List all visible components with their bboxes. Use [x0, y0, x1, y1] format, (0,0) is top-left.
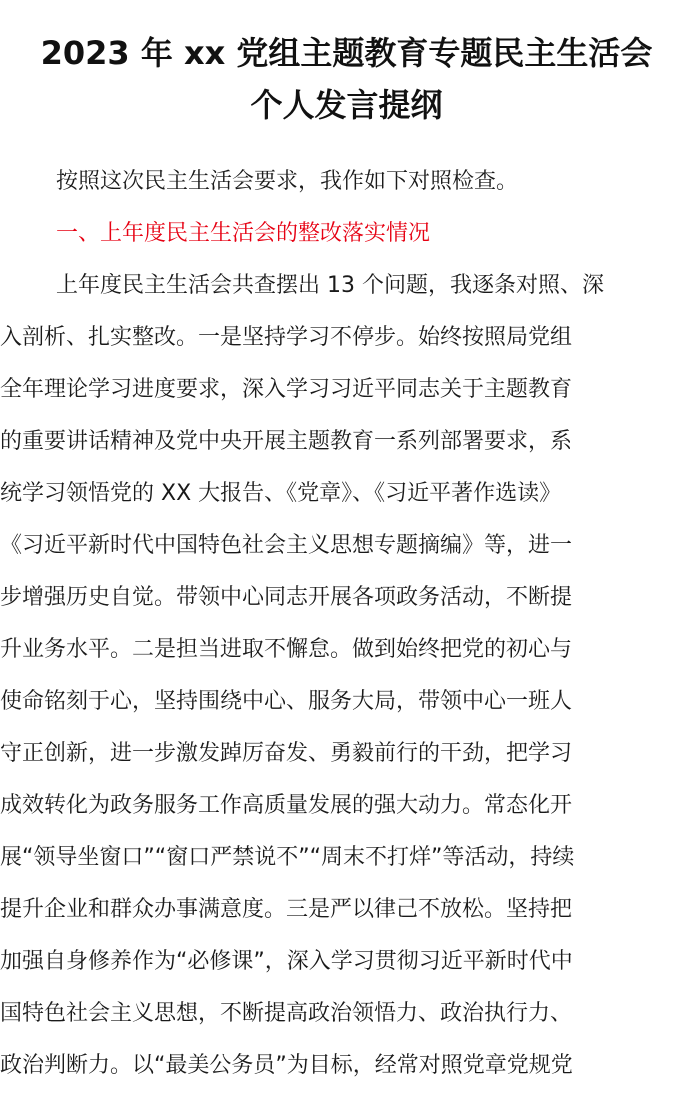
section-heading: 一、上年度民主生活会的整改落实情况 — [56, 221, 431, 246]
body-line: 入剖析、扎实整改。一是坚持学习不停步。始终按照局党组 — [0, 325, 573, 350]
body-line: 《习近平新时代中国特色社会主义思想专题摘编》等，进一 — [0, 533, 573, 558]
body-line: 的重要讲话精神及党中央开展主题教育一系列部署要求，系 — [0, 429, 573, 454]
body-line: 国特色社会主义思想，不断提高政治领悟力、政治执行力、 — [0, 1001, 573, 1026]
body-line: 全年理论学习进度要求，深入学习习近平同志关于主题教育 — [0, 377, 573, 402]
intro-paragraph: 按照这次民主生活会要求，我作如下对照检查。 — [56, 169, 519, 194]
body-line: 上年度民主生活会共查摆出 13 个问题，我逐条对照、深 — [56, 273, 604, 298]
body-line: 政治判断力。以“最美公务员”为目标，经常对照党章党规党 — [0, 1053, 573, 1078]
document-title-line-2: 个人发言提纲 — [250, 86, 443, 124]
body-line: 统学习领悟党的 XX 大报告、《党章》、《习近平著作选读》 — [0, 481, 562, 506]
body-line: 提升企业和群众办事满意度。三是严以律己不放松。坚持把 — [0, 897, 573, 922]
body-line: 成效转化为政务服务工作高质量发展的强大动力。常态化开 — [0, 793, 573, 818]
body-line: 加强自身修养作为“必修课”，深入学习贯彻习近平新时代中 — [0, 949, 573, 974]
body-line: 步增强历史自觉。带领中心同志开展各项政务活动，不断提 — [0, 585, 573, 610]
body-line: 升业务水平。二是担当进取不懈怠。做到始终把党的初心与 — [0, 637, 573, 662]
body-line: 展“领导坐窗口”“窗口严禁说不”“周末不打烊”等活动，持续 — [0, 845, 575, 870]
body-line: 守正创新，进一步激发踔厉奋发、勇毅前行的干劲，把学习 — [0, 741, 573, 766]
body-line: 使命铭刻于心，坚持围绕中心、服务大局，带领中心一班人 — [0, 689, 573, 714]
document-title-line-1: 2023 年 xx 党组主题教育专题民主生活会 — [40, 34, 653, 72]
